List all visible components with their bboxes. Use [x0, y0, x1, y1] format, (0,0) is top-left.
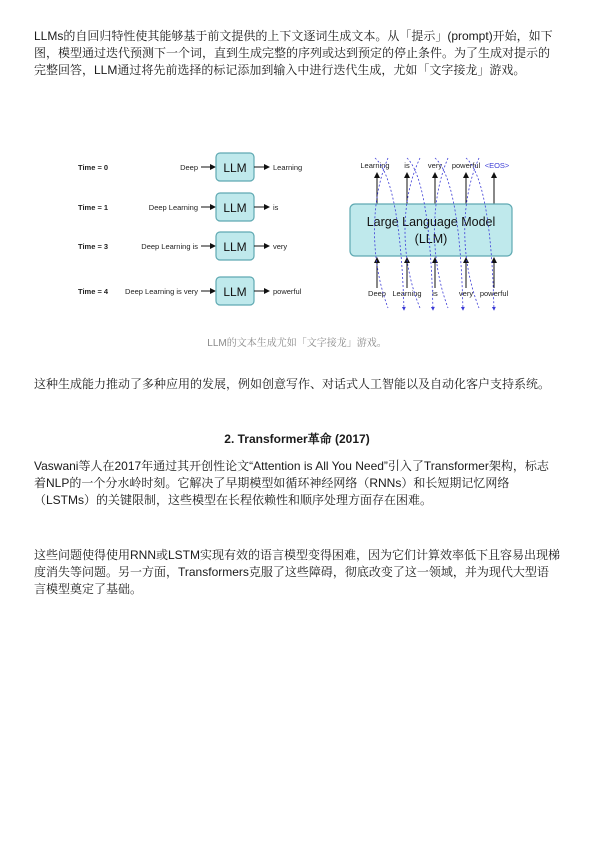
- llm-box-label: LLM: [223, 285, 247, 299]
- transformer-impact-paragraph: 这些问题使得使用RNN或LSTM实现有效的语言模型变得困难，因为它们计算效率低下且容易出现梯度消失等问题。另一方面，Transformers克服了这些障碍，彻底改变了这一领域，并为现代大型语言模型奠定了基础。: [34, 548, 561, 596]
- step-output-text: very: [273, 242, 288, 251]
- bottom-token: very: [458, 289, 474, 298]
- text-generation-figure: [70, 140, 526, 326]
- bottom-token: powerful: [479, 289, 509, 298]
- bottom-token: Deep: [368, 289, 386, 298]
- large-llm-subtitle: (LLM): [414, 232, 448, 246]
- intro-paragraph: LLMs的自回归特性使其能够基于前文提供的上下文逐词生成文本。从「提示」(prompt)开始，如下图，模型通过迭代预测下一个词，直到生成完整的序列或达到预定的停止条件。为了生成对提示的完整回答，LLM通过将先前选择的标记添加到输入中进行迭代生成，尤如「文字接龙」游戏。: [34, 29, 553, 77]
- step-input-text: Deep Learning is very: [125, 287, 198, 296]
- step-time-label: Time = 1: [78, 203, 109, 212]
- large-llm-title: Large Language Model: [366, 215, 496, 229]
- autoregressive-diagram: [350, 158, 512, 310]
- step-input-text: Deep: [180, 163, 198, 172]
- bottom-token: Learning: [392, 289, 422, 298]
- step-time-label: Time = 4: [78, 287, 109, 296]
- step-output-text: powerful: [273, 287, 302, 296]
- step-output-text: Learning: [273, 163, 303, 172]
- top-token: is: [404, 161, 410, 170]
- transformer-intro-paragraph: Vaswani等人在2017年通过其开创性论文“Attention is All You Need”引入了Transformer架构，标志着NLP的一个分水岭时刻。它解决了早期模型如循环神经网络（RNNs）和长短期记忆网络（LSTMs）的关键限制，这些模型在长程依赖性和顺序处理方面存在困难。: [34, 459, 549, 507]
- llm-box-label: LLM: [223, 161, 247, 175]
- llm-box-label: LLM: [223, 201, 247, 215]
- figure-caption: LLM的文本生成尤如「文字接龙」游戏。: [207, 338, 387, 349]
- step-time-label: Time = 3: [78, 242, 109, 251]
- section-heading: 2. Transformer革命 (2017): [224, 432, 370, 446]
- top-token: very: [427, 161, 443, 170]
- step-output-text: is: [273, 203, 279, 212]
- figure-svg: [70, 140, 526, 326]
- step-1: [78, 193, 279, 221]
- step-time-label: Time = 0: [78, 163, 109, 172]
- step-3: [78, 232, 287, 260]
- step-4: [78, 277, 302, 305]
- step-input-text: Deep Learning: [148, 203, 198, 212]
- eos-token: <EOS>: [484, 161, 510, 170]
- step-input-text: Deep Learning is: [141, 242, 198, 251]
- llm-box-label: LLM: [223, 240, 247, 254]
- top-token: powerful: [451, 161, 481, 170]
- step-0: [78, 153, 302, 181]
- applications-paragraph: 这种生成能力推动了多种应用的发展，例如创意写作、对话式人工智能以及自动化客户支持系统。: [34, 377, 551, 391]
- top-token: Learning: [360, 161, 390, 170]
- bottom-token: is: [432, 289, 438, 298]
